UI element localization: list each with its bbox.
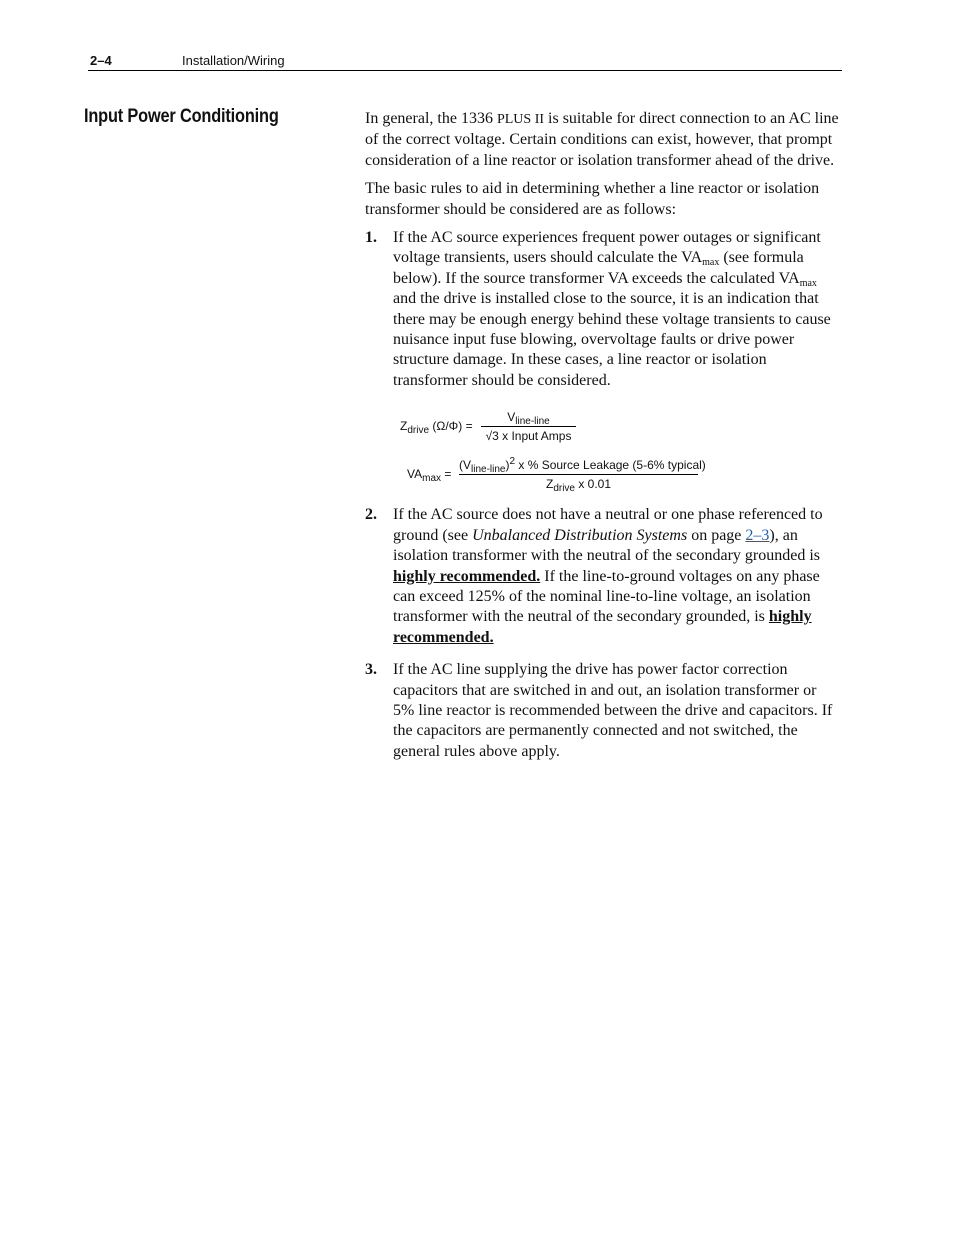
- formula-lhs: $VA_{max}$ =: [407, 467, 452, 484]
- emphasis: highly recommended.: [393, 608, 812, 646]
- page-number: 2–4: [90, 53, 112, 68]
- list-number: 3.: [365, 661, 377, 679]
- formula-lhs: $Z_{drive}$ (Ω/Φ) =: [400, 419, 473, 436]
- list-item-3: 3. If the AC line supplying the drive has power factor correction capacitors that are switched in and out, an isolation transformer or 5% line reactor is recommended between the drive and capacitors. If the capacitors are permanently connected and not switched, the general rules above apply.: [365, 661, 833, 760]
- list-item-1: 1. If the AC source experiences frequent power outages or significant voltage transients, users should calculate the $VA_{max}$ (see formula below). If the source transformer VA exceeds the calculated $VA_{max}$ and the drive is installed close to the source, it is an indication that there may be enough energy behind these voltage transients to cause nuisance input fuse blowing, overvoltage faults or drive power structure damage. In these cases, a line reactor or isolation transformer should be considered.: [365, 229, 831, 389]
- page-link[interactable]: 2–3: [745, 526, 770, 544]
- intro-paragraph-2: The basic rules to aid in determining whether a line reactor or isolation transformer should be considered are as follows:: [365, 180, 820, 218]
- intro-paragraph-1: In general, the 1336 PLUS II is suitable for direct connection to an AC line of the correct voltage. Certain conditions can exist, however, that prompt consideration of a line reactor or isolation transformer ahead of the drive.: [365, 110, 839, 169]
- formula-z-drive: [400, 410, 600, 450]
- list-item-2: 2. If the AC source does not have a neutral or one phase referenced to ground (see Unbalanced Distribution Systems on page 2–3), an isolation transformer with the neutral of the secondary grounded is highly recommended. If the line-to-ground voltages on any phase can exceed 125% of the nominal line-to-line voltage, an isolation transformer with the neutral of the secondary grounded, is highly recommended.: [365, 506, 823, 646]
- cross-reference-title: Unbalanced Distribution Systems: [472, 526, 688, 544]
- section-title: Installation/Wiring: [182, 53, 285, 68]
- emphasis: highly recommended.: [393, 567, 541, 585]
- formula-va-max: [407, 458, 707, 498]
- sidebar-heading: Input Power Conditioning: [84, 106, 279, 127]
- list-number: 2.: [365, 506, 377, 524]
- page-header: [88, 52, 842, 71]
- formula-fraction: $V_{line-line}$ √3 x Input Amps: [481, 410, 576, 443]
- formula-fraction: $(V_{line-line})^2$ x % Source Leakage (5-6% typical) $Z_{drive}$ x 0.01: [459, 456, 706, 494]
- list-number: 1.: [365, 229, 377, 247]
